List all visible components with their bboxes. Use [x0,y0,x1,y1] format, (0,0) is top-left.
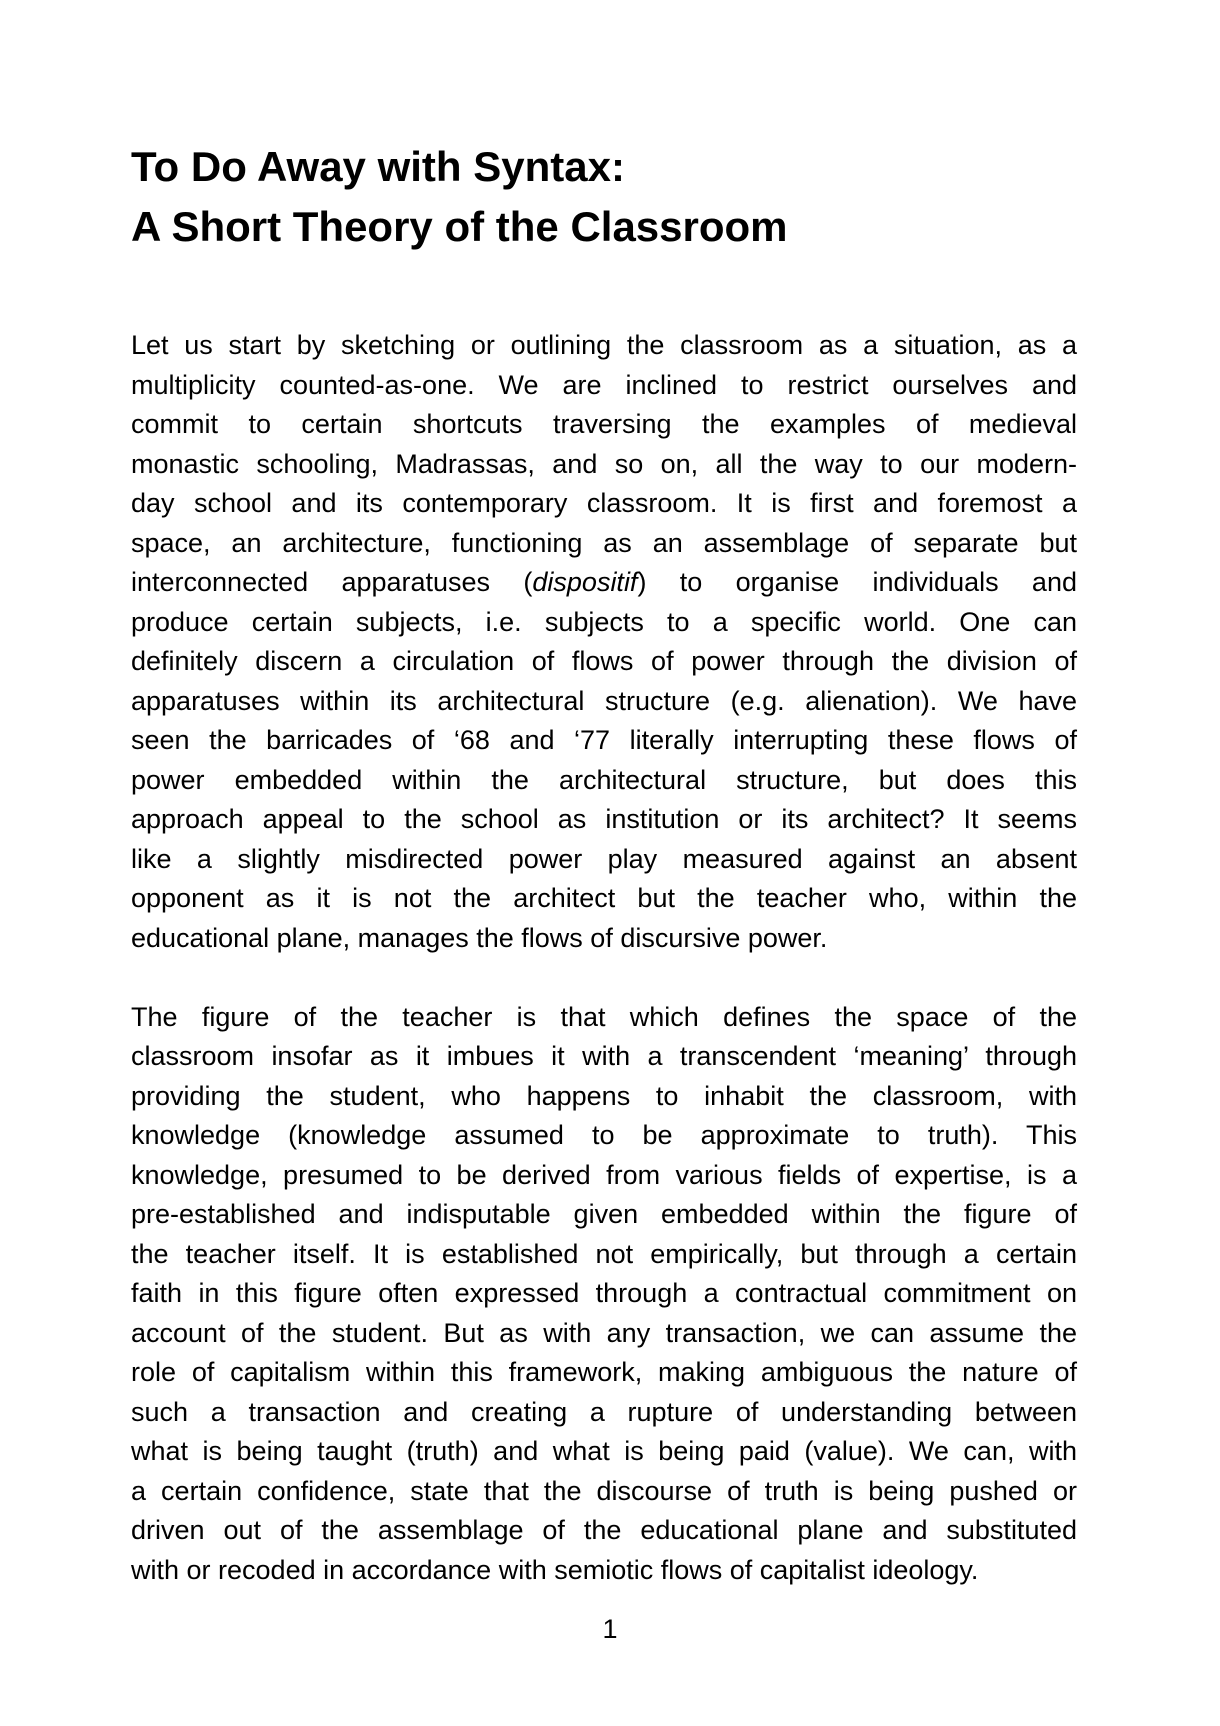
title-line-1: To Do Away with Syntax: [131,143,625,190]
italic-term: dispositif [532,567,638,597]
text-line: educational plane, manages the flows of discursive power. [131,922,828,953]
text-line: power embedded within the architectural structure, but does this [131,764,1077,795]
text-line: the teacher itself. It is established not empirically, but through a certain [131,1238,1077,1269]
text-line: seen the barricades of ‘68 and ‘77 literally interrupting these flows of [131,725,1077,755]
paragraph [131,998,1077,1591]
text-line: monastic schooling, Madrassas, and so on, all the way to our modern- [131,448,1077,479]
text-line: space, an architecture, functioning as an assemblage of separate but [131,527,1077,558]
text-line: The figure of the teacher is that which defines the space of the [131,1001,1077,1032]
text-line: day school and its contemporary classroom. It is first and foremost a [131,488,1077,518]
text-line: account of the student. But as with any transaction, we can assume the [131,1317,1077,1348]
text-line: commit to certain shortcuts traversing the examples of medieval [131,409,1077,439]
document-title [131,137,1077,257]
text-line: pre-established and indisputable given embedded within the figure of [131,1199,1077,1229]
text-line: a certain confidence, state that the discourse of truth is being pushed or [131,1475,1077,1506]
text-line: produce certain subjects, i.e. subjects to a specific world. One can [131,606,1077,637]
text-line: opponent as it is not the architect but the teacher who, within the [131,883,1077,913]
text-line: role of capitalism within this framework, making ambiguous the nature of [131,1357,1077,1387]
text-line: driven out of the assemblage of the educational plane and substituted [131,1515,1077,1545]
text-line: classroom insofar as it imbues it with a transcendent ‘meaning’ through [131,1041,1077,1071]
document-body [131,326,1077,1630]
text-segment: interconnected apparatuses ( [131,567,533,597]
text-segment: ) to organise individuals and [637,567,1077,597]
text-line: faith in this figure often expressed through a contractual commitment on [131,1278,1077,1308]
page-footer [0,1610,1220,1650]
title-line-2: A Short Theory of the Classroom [131,203,788,250]
page-number: 1 [602,1614,618,1644]
paragraph [131,326,1077,958]
text-line: providing the student, who happens to inhabit the classroom, with [131,1080,1077,1111]
text-line: multiplicity counted-as-one. We are inclined to restrict ourselves and [131,369,1077,400]
text-line: knowledge, presumed to be derived from various fields of expertise, is a [131,1159,1077,1190]
text-line [131,563,1077,603]
text-line: what is being taught (truth) and what is being paid (value). We can, with [131,1436,1077,1466]
text-line: such a transaction and creating a rupture of understanding between [131,1396,1077,1427]
text-line: knowledge (knowledge assumed to be approximate to truth). This [131,1120,1077,1150]
text-line: Let us start by sketching or outlining the classroom as a situation, as a [131,330,1077,360]
text-line: with or recoded in accordance with semiotic flows of capitalist ideology. [131,1554,979,1585]
text-line: approach appeal to the school as institution or its architect? It seems [131,804,1077,834]
text-line: definitely discern a circulation of flows of power through the division of [131,646,1077,676]
text-line: like a slightly misdirected power play measured against an absent [131,843,1077,874]
text-line: apparatuses within its architectural structure (e.g. alienation). We have [131,685,1077,716]
